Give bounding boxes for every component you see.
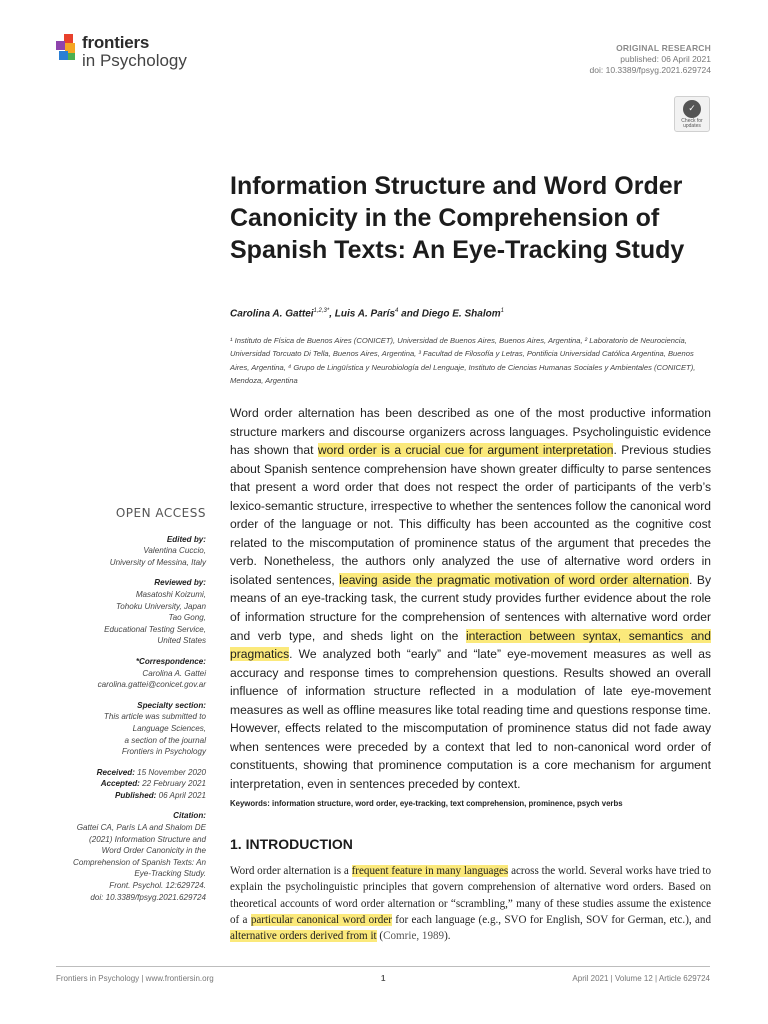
highlight[interactable]: leaving aside the pragmatic motivation of word order alternation bbox=[339, 572, 689, 587]
specialty-block bbox=[56, 700, 206, 758]
affiliations: ¹ Instituto de Física de Buenos Aires (CONICET), Universidad de Buenos Aires, Buenos Aires, Argentina, ² Laboratorio de Neurociencia, Universidad Torcuato Di Tella, Buenos Aires, Argentina, ³ Facultad de Filosofía y Letras, Pontificia Universidad Católica Argentina, Buenos Aires, Argentina, ⁴ Grupo de Lingüística y Neurobiología del Lenguaje, Instituto de Ciencias Humanas Sociales y Ambientales (CONICET), Mendoza, Argentina bbox=[230, 336, 696, 386]
sidebar-heading: Edited by: bbox=[166, 534, 206, 544]
citation-line: Eye-Tracking Study. bbox=[134, 869, 206, 879]
introduction-text bbox=[230, 863, 711, 944]
author-name[interactable]: Diego E. Shalom bbox=[421, 308, 501, 320]
citation-line: Gattei CA, París LA and Shalom DE bbox=[76, 823, 206, 833]
article-doi[interactable]: doi: 10.3389/fpsyg.2021.629724 bbox=[589, 65, 711, 75]
check-for-updates-badge[interactable] bbox=[674, 96, 710, 132]
citation-link[interactable]: Comrie, 1989 bbox=[383, 930, 445, 943]
highlight[interactable]: particular canonical word order bbox=[250, 913, 392, 926]
accepted-label: Accepted: bbox=[100, 779, 140, 789]
body-text: ). bbox=[444, 930, 451, 943]
citation-block bbox=[56, 810, 206, 903]
article-info-sidebar bbox=[56, 508, 206, 912]
reviewer-line: Masatoshi Koizumi, bbox=[135, 589, 206, 599]
keywords: Keywords: information structure, word order, eye-tracking, text comprehension, prominence, psych verbs bbox=[230, 799, 623, 808]
dates-block bbox=[56, 767, 206, 802]
author-separator: and bbox=[398, 308, 422, 320]
editor-name: Valentina Cuccio, bbox=[143, 546, 206, 556]
page-number: 1 bbox=[381, 974, 386, 983]
abstract-text: . We analyzed both “early” and “late” eye-movement measures as well as accuracy and response times to comprehension questions. Results showed an overall influence of information structure reflected in a modulation of late eye-movement measures as well as offline measures like total reading time and questions response time. However, effects related to the miscomputation of prominence status did not fade away when sentences were preceded by a context that led to non-canonical word order of constituents, showing that prominence computation is a core mechanism for argument interpretation, even in sentences preceded by context. bbox=[230, 647, 711, 791]
sidebar-heading: Reviewed by: bbox=[154, 578, 206, 588]
abstract-text: . By means of an eye-tracking task, the current study provides further evidence about the role of information structure for the comprehension of sentences with alternative word order and verb type, and sheds light on the bbox=[230, 572, 711, 643]
logo-line-2: in Psychology bbox=[82, 51, 187, 70]
reviewer-line: Tao Gong, bbox=[168, 613, 206, 623]
author-affil-marker: 1 bbox=[500, 308, 504, 314]
highlight[interactable]: alternative orders derived from it bbox=[230, 930, 377, 943]
author-list bbox=[230, 308, 504, 319]
editor-affil: University of Messina, Italy bbox=[109, 557, 206, 567]
citation-doi[interactable]: doi: 10.3389/fpsyg.2021.629724 bbox=[90, 892, 206, 902]
received-label: Received: bbox=[96, 767, 135, 777]
specialty-line: This article was submitted to bbox=[103, 712, 206, 722]
reviewed-by-block bbox=[56, 577, 206, 647]
reviewer-line: Tohoku University, Japan bbox=[116, 601, 206, 611]
body-text: across the world. Several works have tried to explain the psycholinguistic principles that govern comprehension of alternative word orders. Based on theoretical accounts of word order alternation or “scrambling,” many of these studies assume the existence of a bbox=[230, 865, 711, 926]
author-affil-marker: 1,2,3* bbox=[313, 308, 330, 314]
author-separator: , bbox=[329, 308, 335, 320]
accepted-date: 22 February 2021 bbox=[139, 779, 206, 789]
crossmark-label: Check for updates bbox=[681, 117, 703, 129]
article-title: Information Structure and Word Order Canonicity in the Comprehension of Spanish Texts: An Eye-Tracking Study bbox=[230, 172, 685, 264]
correspondence-block bbox=[56, 656, 206, 691]
correspondent-name: Carolina A. Gattei bbox=[142, 668, 206, 678]
section-heading-introduction: 1. INTRODUCTION bbox=[230, 836, 353, 852]
author-affil-marker: 4 bbox=[395, 308, 399, 314]
footer-issue: April 2021 | Volume 12 | Article 629724 bbox=[572, 974, 710, 983]
highlight[interactable]: word order is a crucial cue for argument interpretation bbox=[317, 443, 614, 458]
article-meta bbox=[590, 43, 711, 76]
author-name[interactable]: Carolina A. Gattei bbox=[230, 308, 314, 320]
crossmark-icon: ✓ bbox=[683, 100, 701, 118]
reviewer-line: United States bbox=[157, 636, 206, 646]
specialty-line: Frontiers in Psychology bbox=[121, 747, 206, 757]
body-text: for each language (e.g., SVO for English, SOV for German, etc.), and bbox=[391, 913, 712, 926]
specialty-line: a section of the journal bbox=[124, 735, 206, 745]
reviewer-line: Educational Testing Service, bbox=[104, 624, 206, 634]
received-date: 15 November 2020 bbox=[134, 767, 206, 777]
citation-line: (2021) Information Structure and bbox=[89, 834, 206, 844]
footer-divider bbox=[56, 966, 710, 967]
body-text: Word order alternation is a bbox=[230, 865, 352, 877]
citation-line: Comprehension of Spanish Texts: An bbox=[72, 857, 206, 867]
body-text: ( bbox=[376, 930, 384, 943]
author-name[interactable]: Luis A. París bbox=[334, 308, 396, 320]
highlight[interactable]: frequent feature in many languages bbox=[351, 865, 509, 877]
correspondent-email[interactable]: carolina.gattei@conicet.gov.ar bbox=[97, 680, 206, 690]
citation-line: Front. Psychol. 12:629724. bbox=[109, 881, 206, 891]
specialty-line: Language Sciences, bbox=[132, 723, 206, 733]
published-date-sidebar: 06 April 2021 bbox=[156, 790, 206, 800]
logo-line-1: frontiers bbox=[82, 33, 150, 52]
article-type: ORIGINAL RESEARCH bbox=[616, 43, 711, 53]
journal-logo bbox=[56, 34, 187, 69]
sidebar-heading: *Correspondence: bbox=[135, 656, 206, 666]
edited-by-block bbox=[56, 534, 206, 569]
published-date: published: 06 April 2021 bbox=[620, 54, 711, 64]
sidebar-heading: Citation: bbox=[173, 811, 206, 821]
footer-journal[interactable]: Frontiers in Psychology | www.frontiersin.org bbox=[56, 974, 214, 983]
frontiers-logo-icon bbox=[56, 34, 78, 62]
published-label: Published: bbox=[114, 790, 157, 800]
abstract-text: . Previous studies about Spanish sentence comprehension have shown greater difficulty to parse sentences that present a word order that does not respect the order of participants of the verb’s lexico-semantic structure, irrespective to whether the sentences follow the canonical word order of the language or not. This difficulty has been accounted as the cognitive cost related to the miscomputation of prominence status of the argument that precedes the verb. Nonetheless, the authors only analyzed the use of alternative word orders in isolated sentences, bbox=[230, 443, 712, 587]
citation-line: Word Order Canonicity in the bbox=[101, 846, 206, 856]
highlight[interactable]: interaction between syntax, semantics and pragmatics bbox=[230, 628, 711, 662]
sidebar-heading: Specialty section: bbox=[137, 700, 206, 710]
abstract bbox=[230, 404, 711, 793]
abstract-text: Word order alternation has been described as one of the most productive information structure markers and discourse organizers across languages. Psycholinguistic evidence has shown that bbox=[230, 406, 711, 458]
open-access-label: OPEN ACCESS bbox=[115, 506, 206, 520]
